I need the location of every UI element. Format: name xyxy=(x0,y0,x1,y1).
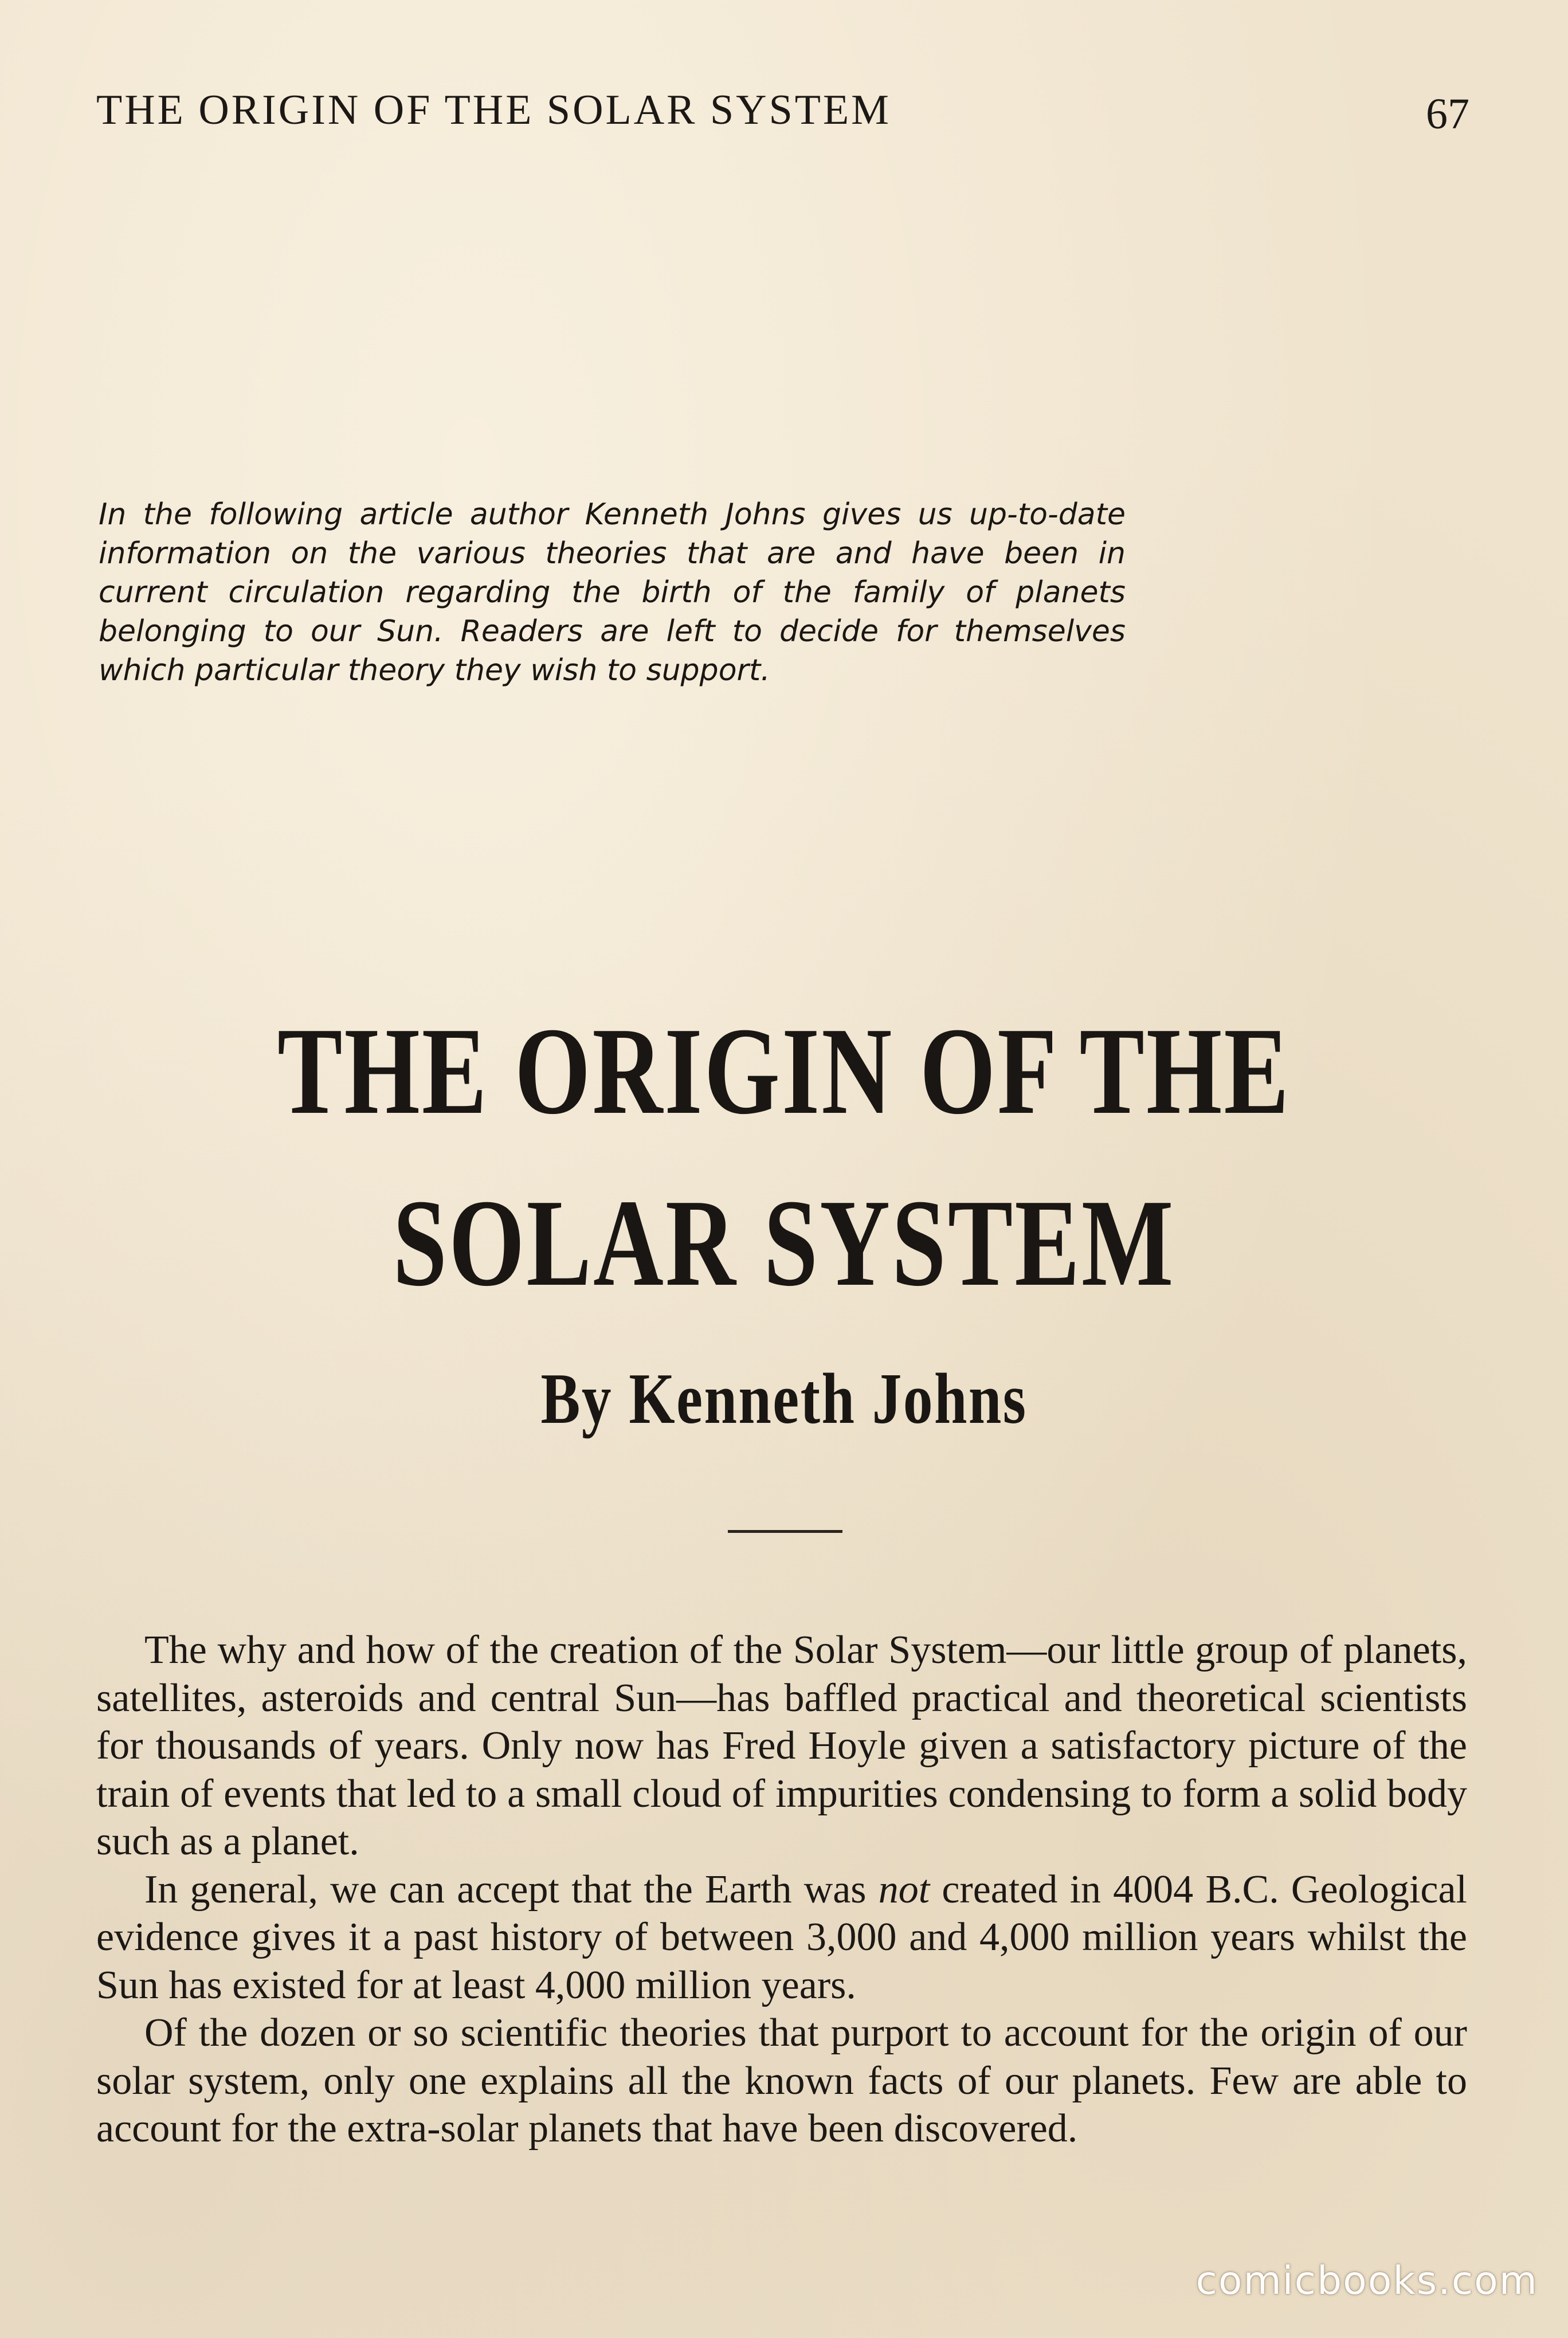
article-byline: By Kenneth Johns xyxy=(540,1359,1028,1439)
site-watermark: comicbooks.com xyxy=(1195,2258,1538,2304)
title-divider-rule xyxy=(728,1530,842,1533)
body-paragraph-3: Of the dozen or so scientific theories that purport to account for the origin of our solar system, only one explains all the known facts of our planets. Few are able to account for the extra-solar planets that have been discovered. xyxy=(96,2011,1467,2151)
body-paragraph-2-part-1: In general, we can accept that the Earth was xyxy=(144,1867,879,1912)
body-paragraph-2 xyxy=(96,1866,1467,2010)
body-paragraph-2-emphasis: not xyxy=(878,1867,930,1912)
editorial-intro: In the following article author Kenneth Johns gives us up-to-date information on the various theories that are and have been in current circulation regarding the birth of the family of planets belonging to our Sun. Readers are left to decide for themselves which particular theory they wish to support. xyxy=(99,497,1126,688)
article-body xyxy=(96,1626,1467,2153)
page-number: 67 xyxy=(1426,90,1469,138)
running-header-title: THE ORIGIN OF THE SOLAR SYSTEM xyxy=(96,87,891,134)
article-title xyxy=(173,986,1395,1329)
article-title-line-2: SOLAR SYSTEM xyxy=(393,1174,1175,1312)
body-paragraph-2-part-2: created in 4004 B.C. Geological evidence gives it a past history of between 3,000 and 4,000 million years whilst the Sun has existed for at least 4,000 million years. xyxy=(96,1867,1468,2007)
article-title-line-1: THE ORIGIN OF THE xyxy=(277,1002,1291,1140)
body-paragraph-1: The why and how of the creation of the Solar System—our little group of planets, satellites, asteroids and central Sun—has baffled practical and theoretical scientists for thousands of years. Only now has Fred Hoyle given a satisfactory picture of the train of events that led to a small cloud of impurities condensing to form a solid body such as a planet. xyxy=(96,1628,1467,1864)
